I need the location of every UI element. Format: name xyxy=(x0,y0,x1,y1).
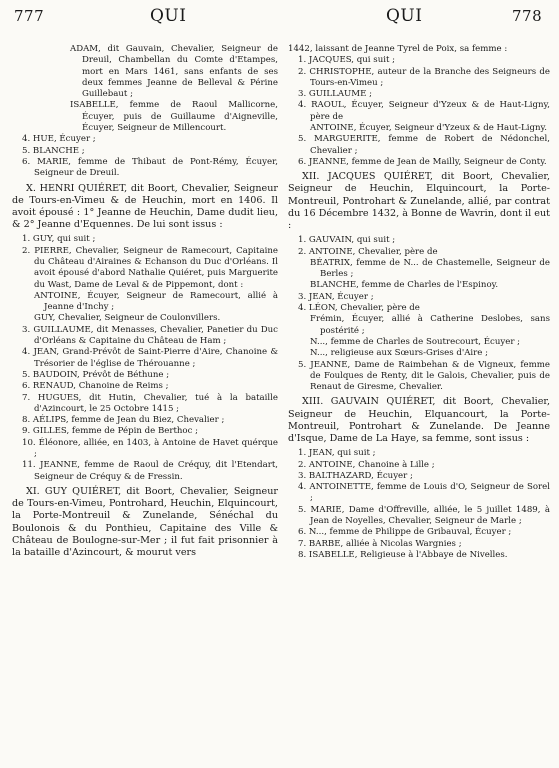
right-column-paragraph: Frémin, Écuyer, allié à Catherine Deslobes, sans postérité ; xyxy=(310,314,550,336)
right-column-paragraph: 2. ANTOINE, Chanoine à Lille ; xyxy=(298,459,435,470)
left-running-head: QUI xyxy=(150,6,187,26)
left-column-paragraph: 2. PIERRE, Chevalier, Seigneur de Ramecourt, Capitaine du Château d'Airaines & Echanson du Duc d'Orléans. Il avoit épousé d'abord Nathalie Quiéret, puis Marguerite du Wast, Dame de Leval & de Pippemont, dont : xyxy=(22,245,278,290)
right-column-paragraph: N..., femme de Charles de Soutrecourt, Écuyer ; xyxy=(310,336,521,347)
right-column-paragraph: 3. BALTHAZARD, Écuyer ; xyxy=(298,470,413,481)
right-column-paragraph: 5. JEANNE, Dame de Raimbehan & de Vigneux, femme de Foulques de Renty, dit le Galois, Chevalier, puis de Renaut de Giresme, Chevalier. xyxy=(298,359,550,393)
right-column-paragraph: 5. MARGUERITE, femme de Robert de Nédonchel, Chevalier ; xyxy=(298,134,550,156)
left-column-paragraph: 5. BAUDOIN, Prévôt de Béthune ; xyxy=(22,369,170,380)
right-column-paragraph: 3. JEAN, Écuyer ; xyxy=(298,291,374,302)
left-page-number: 777 xyxy=(14,7,45,25)
left-column-paragraph: ANTOINE, Écuyer, Seigneur de Ramecourt, allié à Jeanne d'Inchy ; xyxy=(34,290,278,313)
left-column-paragraph: 1. GUY, qui suit ; xyxy=(22,234,96,245)
page-header-right xyxy=(512,6,542,26)
right-column-paragraph: ANTOINE, Écuyer, Seigneur d'Yzeux & de Haut-Ligny. xyxy=(310,123,547,134)
left-column-paragraph: 10. Éléonore, alliée, en 1403, à Antoine de Havet quérque ; xyxy=(22,437,278,460)
right-column-paragraph: 4. RAOUL, Écuyer, Seigneur d'Yzeux & de Haut-Ligny, père de xyxy=(298,100,550,122)
left-column-paragraph: 6. MARIE, femme de Thibaut de Pont-Rémy, Écuyer, Seigneur de Dreuil. xyxy=(22,156,278,179)
right-column-paragraph: 1442, laissant de Jeanne Tyrel de Poix, sa femme : xyxy=(288,44,508,54)
right-column-paragraph: N..., religieuse aux Sœurs-Grises d'Aire ; xyxy=(310,348,488,359)
left-column-paragraph: 6. RENAUD, Chanoine de Reims ; xyxy=(22,381,169,392)
left-column-paragraph: 11. JEANNE, femme de Raoul de Créquy, dit l'Etendart, Seigneur de Créquy & de Fressin. xyxy=(22,460,278,482)
right-column-paragraph: 4. LÉON, Chevalier, père de xyxy=(298,303,420,314)
right-column-paragraph: 2. ANTOINE, Chevalier, père de xyxy=(298,246,438,257)
left-column-paragraph: 3. GUILLAUME, dit Menasses, Chevalier, Panetier du Duc d'Orléans & Capitaine du Château de Ham ; xyxy=(22,324,278,347)
page-header-left xyxy=(14,6,44,26)
right-column-paragraph: 1. GAUVAIN, qui suit ; xyxy=(298,235,396,246)
right-column xyxy=(288,44,550,762)
left-column-paragraph: ADAM, dit Gauvain, Chevalier, Seigneur de Dreuil, Chambellan du Comte d'Etampes, mort en Mars 1461, sans enfants de ses deux femmes Jeanne de Belleval & Périne Guillebaut ; xyxy=(70,44,278,100)
left-column-paragraph: GUY, Chevalier, Seigneur de Coulonvillers. xyxy=(34,313,221,324)
left-column-paragraph: 5. BLANCHE ; xyxy=(22,145,85,156)
left-column-paragraph: X. HENRI QUIÉRET, dit Boort, Chevalier, Seigneur de Tours-en-Vimeu & de Heuchin, mort en 1406. Il avoit épousé : 1° Jeanne de Heuchin, Dame dudit lieu, & 2° Jeanne d'Equennes. De lui sont issus : xyxy=(12,182,278,231)
left-column-paragraph: 4. HUE, Écuyer ; xyxy=(22,134,96,145)
right-column-paragraph: 1. JACQUES, qui suit ; xyxy=(298,55,396,66)
right-column-paragraph: 6. N..., femme de Philippe de Gribauval, Écuyer ; xyxy=(298,527,512,538)
right-column-paragraph: 4. ANTOINETTE, femme de Louis d'O, Seigneur de Sorel ; xyxy=(298,482,550,504)
right-column-paragraph: XIII. GAUVAIN QUIÉRET, dit Boort, Chevalier, Seigneur de Heuchin, Elquancourt, la Porte-Montreuil, Pontrohart & Zunelande. De Jeanne d'Isque, Dame de La Haye, sa femme, sont issus : xyxy=(288,396,550,445)
right-column-paragraph: 8. ISABELLE, Religieuse à l'Abbaye de Nivelles. xyxy=(298,549,508,560)
right-column-paragraph: 7. BARBE, alliée à Nicolas Wargnies ; xyxy=(298,538,462,549)
right-column-paragraph: BÉATRIX, femme de N... de Chastemelle, Seigneur de Berles ; xyxy=(310,257,550,280)
right-column-paragraph: XII. JACQUES QUIÉRET, dit Boort, Chevalier, Seigneur de Heuchin, Elquincourt, la Porte-Montreuil, Pontrohart & Zunelande, allié, par contrat du 16 Décembre 1432, à Bonne de Wavrin, dont il eut : xyxy=(288,171,550,232)
left-column-paragraph: 4. JEAN, Grand-Prévôt de Saint-Pierre d'Aire, Chanoine & Trésorier de l'église de Thérouanne ; xyxy=(22,347,278,369)
left-column xyxy=(12,44,278,762)
left-column-paragraph: 9. GILLES, femme de Pépin de Berthoc ; xyxy=(22,426,199,437)
right-page-number: 778 xyxy=(512,7,543,25)
left-column-paragraph: ISABELLE, femme de Raoul Mallicorne, Écuyer, puis de Guillaume d'Aigneville, Écuyer, Seigneur de Millencourt. xyxy=(70,100,278,134)
right-column-paragraph: 2. CHRISTOPHE, auteur de la Branche des Seigneurs de Tours-en-Vimeu ; xyxy=(298,66,550,88)
right-column-paragraph: 3. GUILLAUME ; xyxy=(298,89,372,100)
right-column-paragraph: 5. MARIE, Dame d'Offreville, alliée, le 5 juillet 1489, à Jean de Noyelles, Chevalier, Seigneur de Marle ; xyxy=(298,504,550,527)
right-column-paragraph: 1. JEAN, qui suit ; xyxy=(298,448,376,459)
right-running-head: QUI xyxy=(386,6,423,26)
right-column-paragraph: BLANCHE, femme de Charles de l'Espinoy. xyxy=(310,280,499,291)
left-column-paragraph: XI. GUY QUIÉRET, dit Boort, Chevalier, Seigneur de Tours-en-Vimeu, Pontrohard, Heuchin, Elquincourt, la Porte-Montreuil & Zunelande, Sénéchal du Boulonois & du Ponthieu, Capitaine des Ville & Château de Boulogne-sur-Mer ; il fut fait prisonnier à la bataille d'Azincourt, & mourut vers xyxy=(12,485,278,558)
right-column-paragraph: 6. JEANNE, femme de Jean de Mailly, Seigneur de Conty. xyxy=(298,156,547,167)
left-column-paragraph: 7. HUGUES, dit Hutin, Chevalier, tué à la bataille d'Azincourt, le 25 Octobre 1415 ; xyxy=(22,392,278,414)
left-column-paragraph: 8. AÉLIPS, femme de Jean du Biez, Chevalier ; xyxy=(22,415,225,426)
